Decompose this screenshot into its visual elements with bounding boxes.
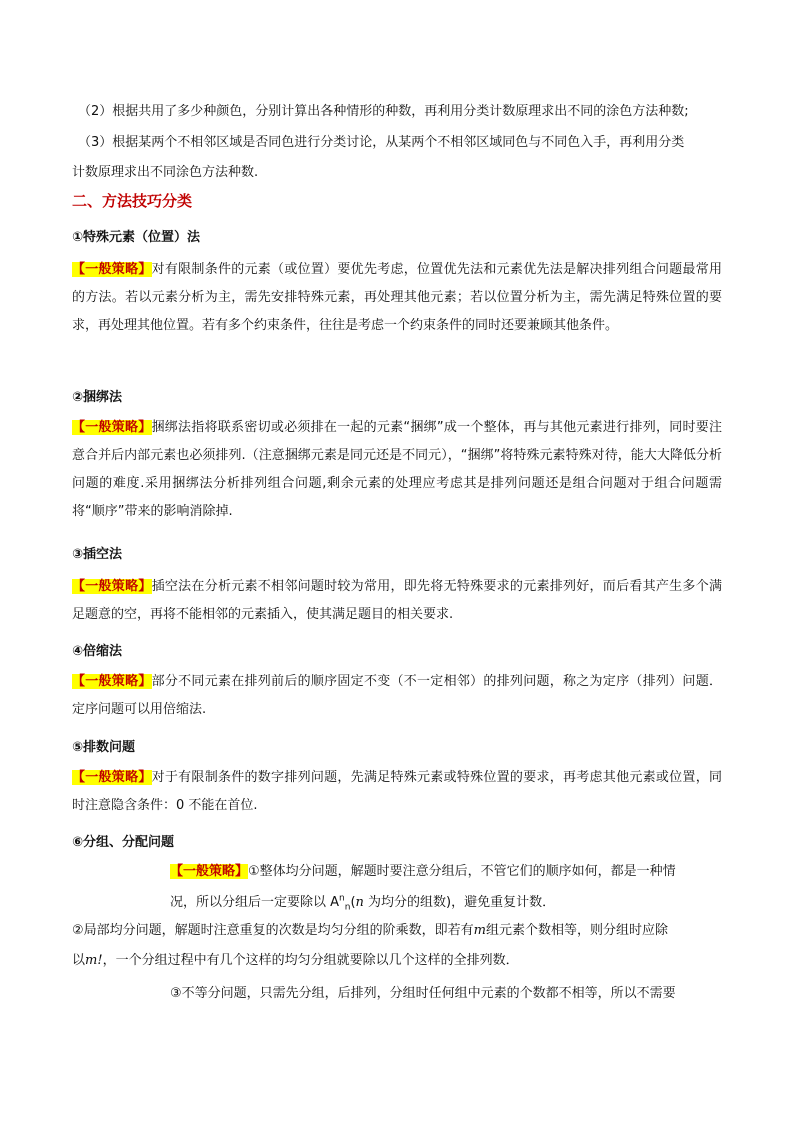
strategy-label: 【一般策略】 (72, 674, 152, 689)
method-6-p1-text2b: 为均分的组数)，避免重复计数． (363, 895, 556, 910)
strategy-label: 【一般策略】 (72, 579, 152, 594)
arrangement-superscript: n (339, 893, 345, 904)
method-6-title: ⑥分组、分配问题 (72, 835, 175, 850)
method-6-p2-line2 (72, 951, 519, 971)
intro-item-2: （2）根据共用了多少种颜色，分别计算出各种情形的种数，再利用分类计数原理求出不同的涂色方法种数; (78, 104, 689, 119)
method-2-title: ②捆绑法 (72, 390, 123, 405)
method-3-title: ③插空法 (72, 547, 123, 562)
method-5-title: ⑤排数问题 (72, 740, 136, 755)
method-6-p1-line1 (170, 862, 676, 882)
arrangement-subscript: n (344, 902, 351, 913)
variable-m: m (473, 923, 486, 938)
method-6-p2-text2b: ，一个分组过程中有几个这样的均匀分组就要除以几个这样的全排列数． (102, 953, 519, 968)
method-5-text: 对于有限制条件的数字排列问题，先满足特殊元素或特殊位置的要求，再考虑其他元素或位置，同时注意隐含条件：0 不能在首位. (72, 770, 722, 813)
method-3-text: 插空法在分析元素不相邻问题时较为常用，即先将无特殊要求的元素排列好，而后看其产生多个满足题意的空，再将不能相邻的元素插入，使其满足题目的相关要求. (72, 579, 722, 622)
method-6-p2-text1b: 组元素个数相等，则分组时应除 (485, 923, 668, 938)
method-6-p2-text1a: ②局部均分问题，解题时注意重复的次数是均匀分组的阶乘数，即若有 (72, 923, 474, 938)
strategy-label: 【一般策略】 (72, 770, 152, 785)
variable-n: n (355, 895, 364, 910)
method-6-p1-text1: ①整体均分问题，解题时要注意分组后，不管它们的顺序如何，都是一种情 (248, 864, 676, 879)
method-6-p1-text2a: 况，所以分组后一定要除以 A (170, 895, 340, 910)
method-2-text: 捆绑法指将联系密切或必须排在一起的元素“捆绑”成一个整体，再与其他元素进行排列，同时要注意合并后内部元素也必须排列.（注意捆绑元素是同元还是不同元），“捆绑”将特殊元素特殊对待，能大大降低分析问题的难度.采用捆绑法分析排列组合问题,剩余元素的处理应考虑其是排列问题还是组合问题对于组合问题需将“顺序”带来的影响消除掉. (72, 420, 722, 519)
method-1-text: 对有限制条件的元素（或位置）要优先考虑，位置优先法和元素优先法是解决排列组合问题最常用的方法。若以元素分析为主，需先安排特殊元素，再处理其他元素；若以位置分析为主，需先满足特殊位置的要求，再处理其他位置。若有多个约束条件，往往是考虑一个约束条件的同时还要兼顾其他条件。 (72, 262, 722, 333)
intro-item-3-line1: （3）根据某两个不相邻区域是否同色进行分类讨论，从某两个不相邻区域同色与不同色入手，再利用分类 (78, 135, 685, 150)
method-6-p1-line2 (170, 893, 555, 913)
method-5-paragraph (72, 764, 722, 820)
method-4-text: 部分不同元素在排列前后的顺序固定不变（不一定相邻）的排列问题，称之为定序（排列）问题．定序问题可以用倍缩法. (72, 674, 722, 717)
method-1-title: ①特殊元素（位置）法 (72, 230, 201, 245)
method-1-paragraph (72, 256, 722, 340)
section-title: 二、方法技巧分类 (72, 192, 193, 210)
method-4-paragraph (72, 668, 722, 724)
paren-open: ( (350, 895, 356, 910)
method-6-p3-line1: ③不等分问题，只需先分组，后排列，分组时任何组中元素的个数都不相等，所以不需要 (170, 986, 676, 1001)
method-6-p2-text2a: 以 (72, 953, 86, 968)
method-4-title: ④倍缩法 (72, 644, 123, 659)
strategy-label: 【一般策略】 (72, 262, 152, 277)
method-6-p2-line1 (72, 921, 668, 941)
method-3-paragraph (72, 573, 722, 629)
strategy-label: 【一般策略】 (170, 864, 249, 879)
method-2-paragraph (72, 414, 722, 526)
intro-item-3-line2: 计数原理求出不同涂色方法种数. (72, 165, 259, 180)
strategy-label: 【一般策略】 (72, 420, 152, 435)
variable-m-factorial: m! (85, 953, 103, 968)
